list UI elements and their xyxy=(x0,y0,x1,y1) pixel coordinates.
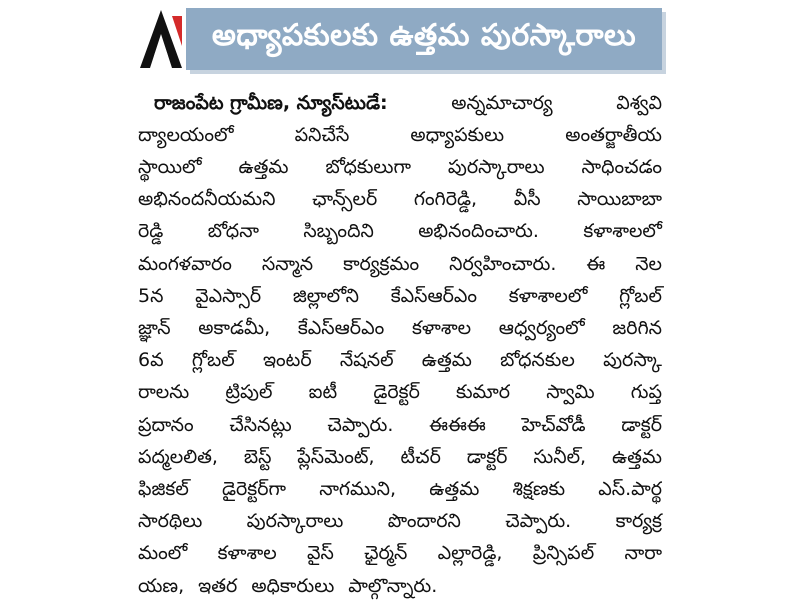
article-line xyxy=(138,539,662,573)
article-word: ఉత్తమ xyxy=(611,445,662,468)
article-word: జరిగిన xyxy=(612,316,662,339)
article-line xyxy=(138,507,662,541)
article-word: ఎస్.పార్థ xyxy=(598,477,662,500)
article-word: ప్రదానం xyxy=(138,413,194,436)
article-word: కళాశాల xyxy=(217,542,277,565)
article-word: సిబ్బందిని xyxy=(303,220,374,243)
article-word: ప్లేస్‌మెంట్, xyxy=(297,445,375,468)
article-line xyxy=(138,152,662,186)
article-word: సాధించడం xyxy=(581,155,662,178)
article-word: విశ్వవి xyxy=(616,91,662,114)
article-word: ప్రిన్సిపల్ xyxy=(532,542,595,565)
article-word: కళాశాలలో xyxy=(508,284,588,307)
article-word: అధికారులు xyxy=(251,574,335,597)
article-word: వైఎస్సార్ xyxy=(195,284,262,307)
article-word: సన్మాన xyxy=(261,252,314,275)
article-word: బెస్ట్ xyxy=(243,445,272,468)
article-word: ఉత్తమ xyxy=(429,477,480,500)
article-line xyxy=(138,378,662,412)
article-word: అకాడమీ, xyxy=(198,316,271,339)
article-word: నిర్వహించారు. xyxy=(449,252,557,275)
article-word: ఉత్తమ xyxy=(421,349,472,372)
article-line xyxy=(138,346,662,380)
article-word: సారథిలు xyxy=(138,510,203,533)
article-word: డైరెక్టర్ xyxy=(373,381,420,404)
article-word: 5న xyxy=(138,284,164,307)
article-word: అన్నమాచార్య xyxy=(451,91,553,114)
article-word: ఛాన్స్‌లర్ xyxy=(312,188,378,211)
article-word: అభినందించారు. xyxy=(418,220,539,243)
article-word: చెప్పారు. xyxy=(327,413,394,436)
headline-banner xyxy=(186,8,662,70)
article-word: 6వ xyxy=(138,349,164,372)
article-line xyxy=(138,410,662,444)
article-word: గంగిరెడ్డి, xyxy=(413,188,478,211)
article-word: డాక్టర్ xyxy=(466,445,508,468)
article-word: పొందారని xyxy=(387,510,461,533)
article-word: ఇతర xyxy=(198,574,238,597)
article-word: పురస్కా xyxy=(603,349,662,372)
article-word: టీచర్ xyxy=(400,445,441,468)
article-word: హెచ్‌వోడీ xyxy=(521,413,586,436)
dateline: రాజంపేట గ్రామీణ, న్యూస్‌టుడే: xyxy=(154,91,388,114)
article-word: అభినందనీయమని xyxy=(138,188,276,211)
article-word: అధ్యాపకులు xyxy=(410,123,505,146)
article-word: ఉత్తమ xyxy=(238,155,289,178)
article-word: కళాశాల xyxy=(411,316,472,339)
article-word: చేసినట్లు xyxy=(229,413,292,436)
article-word: శిక్షణకు xyxy=(512,477,566,500)
article-word: జ్ఞాన్ xyxy=(138,316,171,339)
article-word: నెల xyxy=(635,252,662,275)
article-word: స్వామి xyxy=(546,381,595,404)
article-line xyxy=(138,474,662,508)
article-word: పద్మలలిత, xyxy=(138,445,218,468)
article-word: ఈఈఈ xyxy=(429,413,486,436)
headline: అధ్యాపకులకు ఉత్తమ పురస్కారాలు xyxy=(211,18,637,53)
article-word: నాగముని, xyxy=(319,477,397,500)
article-line xyxy=(138,217,662,251)
article-word: డాక్టర్ xyxy=(621,413,662,436)
article-word: కళాశాలలో xyxy=(583,220,662,243)
article-word: మంగళవారం xyxy=(138,252,232,275)
article-word: కార్యక్రమం xyxy=(343,252,420,275)
article-word: ఐటీ xyxy=(308,381,338,404)
article-word: సునీల్, xyxy=(533,445,587,468)
article-word: రెడ్డి xyxy=(138,220,164,243)
article-word: రాలను xyxy=(138,381,190,404)
article-word: ఫిజికల్ xyxy=(138,477,189,500)
article-line xyxy=(138,120,662,154)
article-line xyxy=(138,313,662,347)
article-line xyxy=(138,249,662,283)
article-word: ఇంటర్ xyxy=(262,349,312,372)
article-word: ఆధ్వర్యంలో xyxy=(498,316,585,339)
article-word: చెప్పారు. xyxy=(505,510,572,533)
article-word: కార్యక్ర xyxy=(615,510,662,533)
article-word: నారా xyxy=(624,542,662,565)
article-word: పనిచేసే xyxy=(294,123,350,146)
article-word: నేషనల్ xyxy=(339,349,394,372)
article-word: పురస్కారాలు xyxy=(246,510,344,533)
article-word: ఎల్లారెడ్డి, xyxy=(437,542,503,565)
article-word: ఈ xyxy=(586,252,606,275)
article-word: అంతర్జాతీయ xyxy=(565,123,662,146)
article-word: ట్రిపుల్ xyxy=(225,381,273,404)
article-word: గ్లోబల్ xyxy=(191,349,235,372)
article-line xyxy=(138,281,662,315)
article-word: బోధకులుగా xyxy=(325,155,411,178)
article-word: పురస్కారాలు xyxy=(447,155,545,178)
article-word: కేఎస్‌ఆర్‌ఎం xyxy=(390,284,478,307)
article-word: గుప్త xyxy=(630,381,662,404)
article-line xyxy=(138,442,662,476)
article-word: బోధనా xyxy=(207,220,259,243)
article-word: డైరెక్టర్‌గా xyxy=(221,477,286,500)
article-word: బోధనకుల xyxy=(500,349,575,372)
article-word: జిల్లాలోని xyxy=(292,284,360,307)
article-line xyxy=(138,185,662,219)
article-word: కేఎస్‌ఆర్‌ఎం xyxy=(297,316,385,339)
article-word: ఛైర్మన్ xyxy=(364,542,408,565)
article-word: కుమార xyxy=(456,381,511,404)
article-word: స్థాయిలో xyxy=(138,155,202,178)
article-word: ద్యాలయంలో xyxy=(138,123,234,146)
article-word: వీసీ xyxy=(513,188,541,211)
article-word: సాయిబాబా xyxy=(577,188,662,211)
article-word: వైస్ xyxy=(306,542,334,565)
article-word: మంలో xyxy=(138,542,188,565)
newspaper-logo-icon xyxy=(138,6,184,72)
article-body xyxy=(138,88,662,597)
article-line xyxy=(138,88,662,122)
article-word: గ్లోబల్ xyxy=(619,284,662,307)
article-word: యణ, xyxy=(138,574,185,597)
article-word: పాల్గొన్నారు. xyxy=(348,574,438,597)
